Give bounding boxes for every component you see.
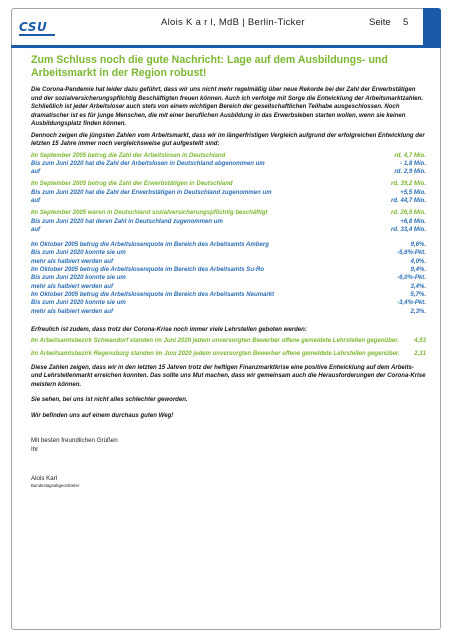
stat-row	[31, 258, 426, 266]
stat-row	[31, 283, 426, 291]
stat-value: rd. 4,7 Mio.	[394, 152, 426, 159]
stat-label: Im Arbeitsamtsbezirk Regensburg standen im Juni 2020 jedem unversorgten Bewerber offene gemeldete Lehrstellen gegenüber.	[31, 350, 400, 357]
stat-value: 9,6%.	[410, 242, 426, 249]
stat-label: Im September 2005 waren in Deutschland sozialversicherungspflichtig beschäftigt	[31, 210, 268, 217]
stat-row	[31, 226, 426, 234]
stat-label: Bis zum Juni 2020 konnte sie um	[31, 275, 126, 282]
apprentice-intro: Erfreulich ist zudem, dass trotz der Corona-Krise noch immer viele Lehrstellen geboten werden:	[31, 326, 307, 333]
stat-row	[31, 209, 426, 217]
stat-row	[31, 350, 426, 358]
page-number: 5	[403, 17, 409, 28]
stat-label: Bis zum Juni 2020 hat die Zahl der Arbeitslosen in Deutschland abgenommen um	[31, 160, 265, 167]
stat-row	[31, 189, 426, 197]
stat-row	[31, 241, 426, 249]
stat-row	[31, 218, 426, 226]
stat-row	[31, 299, 426, 307]
lead-paragraph: Dennoch zeigen die jüngsten Zahlen vom Arbeitsmarkt, dass wir im längerfristigen Vergleich aufgrund der erfolgreichen Entwicklung der letzten 15 Jahre immer noch vergleichsweise gut aufgestellt sind:	[31, 132, 425, 147]
apprentice-stats	[31, 337, 426, 358]
stat-label: mehr als halbiert werden auf	[31, 258, 113, 265]
stat-value: 4,0%.	[410, 258, 426, 265]
closing-line-1: Sie sehen, bei uns ist nicht alles schlechter geworden.	[31, 397, 188, 404]
stat-label: Bis zum Juni 2020 hat deren Zahl in Deutschland zugenommen um	[31, 218, 223, 225]
stat-value: - 1,8 Mio.	[400, 160, 426, 167]
greeting-ihr: Ihr	[31, 445, 39, 453]
stat-label: mehr als halbiert werden auf	[31, 283, 113, 290]
stat-row	[31, 274, 426, 282]
stat-row	[31, 152, 426, 160]
article-content	[31, 54, 426, 489]
national-stats	[31, 152, 426, 239]
page-label: Seite	[369, 17, 391, 28]
header-title: Alois K a r l, MdB | Berlin-Ticker	[161, 17, 305, 28]
stat-row	[31, 160, 426, 168]
stat-value: rd. 39,2 Mio.	[391, 181, 426, 188]
stat-row	[31, 168, 426, 176]
stat-value: 2,31	[414, 350, 426, 357]
stat-value: 4,53	[414, 338, 426, 345]
header-accent-tab	[423, 8, 441, 46]
stat-row	[31, 180, 426, 188]
stat-value: 2,3%.	[410, 308, 426, 315]
stat-row	[31, 308, 426, 316]
stat-label: Bis zum Juni 2020 konnte sie um	[31, 250, 126, 257]
closing-line-2: Wir befinden uns auf einem durchaus guten Weg!	[31, 412, 174, 419]
stat-row	[31, 197, 426, 205]
stat-row	[31, 291, 426, 299]
header-divider	[11, 45, 441, 48]
stat-label: Bis zum Juni 2020 hat die Zahl der Erwerbstätigen in Deutschland zugenommen um	[31, 189, 272, 196]
stat-value: 9,4%.	[410, 267, 426, 274]
stat-label: Im Oktober 2005 betrug die Arbeitslosenquote im Bereich des Arbeitsamts Su-Ro	[31, 267, 265, 274]
stat-row	[31, 249, 426, 257]
stat-row	[31, 266, 426, 274]
page-header	[11, 8, 441, 46]
stat-label: auf	[31, 169, 41, 176]
logo-underline	[19, 34, 55, 36]
csu-logo	[13, 10, 67, 44]
stat-value: rd. 44,7 Mio.	[391, 197, 426, 204]
stat-label: mehr als halbiert werden auf	[31, 308, 113, 315]
stat-value: -5,6%-Pkt.	[397, 250, 426, 257]
stat-label: Im September 2005 betrug die Zahl der Arbeitslosen in Deutschland	[31, 152, 226, 159]
greeting: Mit besten freundlichen Grüßen	[31, 437, 118, 445]
stat-value: rd. 33,4 Mio.	[391, 226, 426, 233]
regional-stats	[31, 241, 426, 316]
intro-paragraph: Die Corona-Pandemie hat leider dazu geführt, dass wir uns nicht mehr regelmäßig über neue Rekorde bei der Zahl der Erwerbstätigen und der sozialversicherungspflichtig Beschäftigten freuen können. Auch ich verfolge mit Sorge die Entwicklung der Arbeitsmarktzahlen. Schließlich ist jeder Arbeitsloser auch stets von einem wichtigen Bereich der gesellschaftlichen Teilhabe ausgeschlossen. Noch dramatischer ist es für junge Menschen, die mit einer beruflichen Ausbildung in das Erwerbsleben starten wollen, wenn sie keinen Ausbildungsplatz finden können.	[31, 87, 424, 127]
signature-name: Alois Karl	[31, 475, 58, 483]
stat-label: Im Oktober 2005 betrug die Arbeitslosenquote im Bereich des Arbeitsamts Neumarkt	[31, 291, 275, 298]
stat-row	[31, 337, 426, 345]
stat-value: -6,0%-Pkt.	[397, 275, 426, 282]
stat-label: auf	[31, 226, 41, 233]
stat-value: rd. 26,5 Mio.	[391, 210, 426, 217]
stat-value: +6,8 Mio.	[400, 218, 426, 225]
stat-label: Bis zum Juni 2020 konnte sie um	[31, 300, 126, 307]
stat-value: -3,4%-Pkt.	[397, 300, 426, 307]
stat-value: rd. 2,9 Mio.	[394, 169, 426, 176]
stat-label: Im Oktober 2005 betrug die Arbeitslosenquote im Bereich des Arbeitsamts Amberg	[31, 242, 269, 249]
conclusion-paragraph: Diese Zahlen zeigen, dass wir in den letzten 15 Jahren trotz der heftigen Finanzmarktkrise eine positive Entwicklung auf dem Arbeits- und Lehrstellenmarkt erreichen konnten. Das sollte uns Mut machen, dass wir gemeinsam auch die Herausforderungen der Corona-Krise meistern können.	[31, 364, 426, 388]
stat-value: 5,7%.	[410, 291, 426, 298]
logo-text: CSU	[19, 20, 48, 34]
stat-value: 3,4%.	[410, 283, 426, 290]
article-headline: Zum Schluss noch die gute Nachricht: Lage auf dem Ausbildungs- und Arbeitsmarkt in der Region robust!	[31, 54, 388, 79]
stat-label: Im Arbeitsamtsbezirk Schwandorf standen im Juni 2020 jedem unversorgten Bewerber offene gemeldete Lehrstellen gegenüber.	[31, 338, 399, 345]
stat-value: +5,5 Mio.	[400, 189, 426, 196]
stat-label: auf	[31, 197, 41, 204]
signature-role: Bundestagsabgeordneter	[31, 483, 80, 489]
stat-label: Im September 2005 betrug die Zahl der Erwerbstätigen in Deutschland	[31, 181, 233, 188]
